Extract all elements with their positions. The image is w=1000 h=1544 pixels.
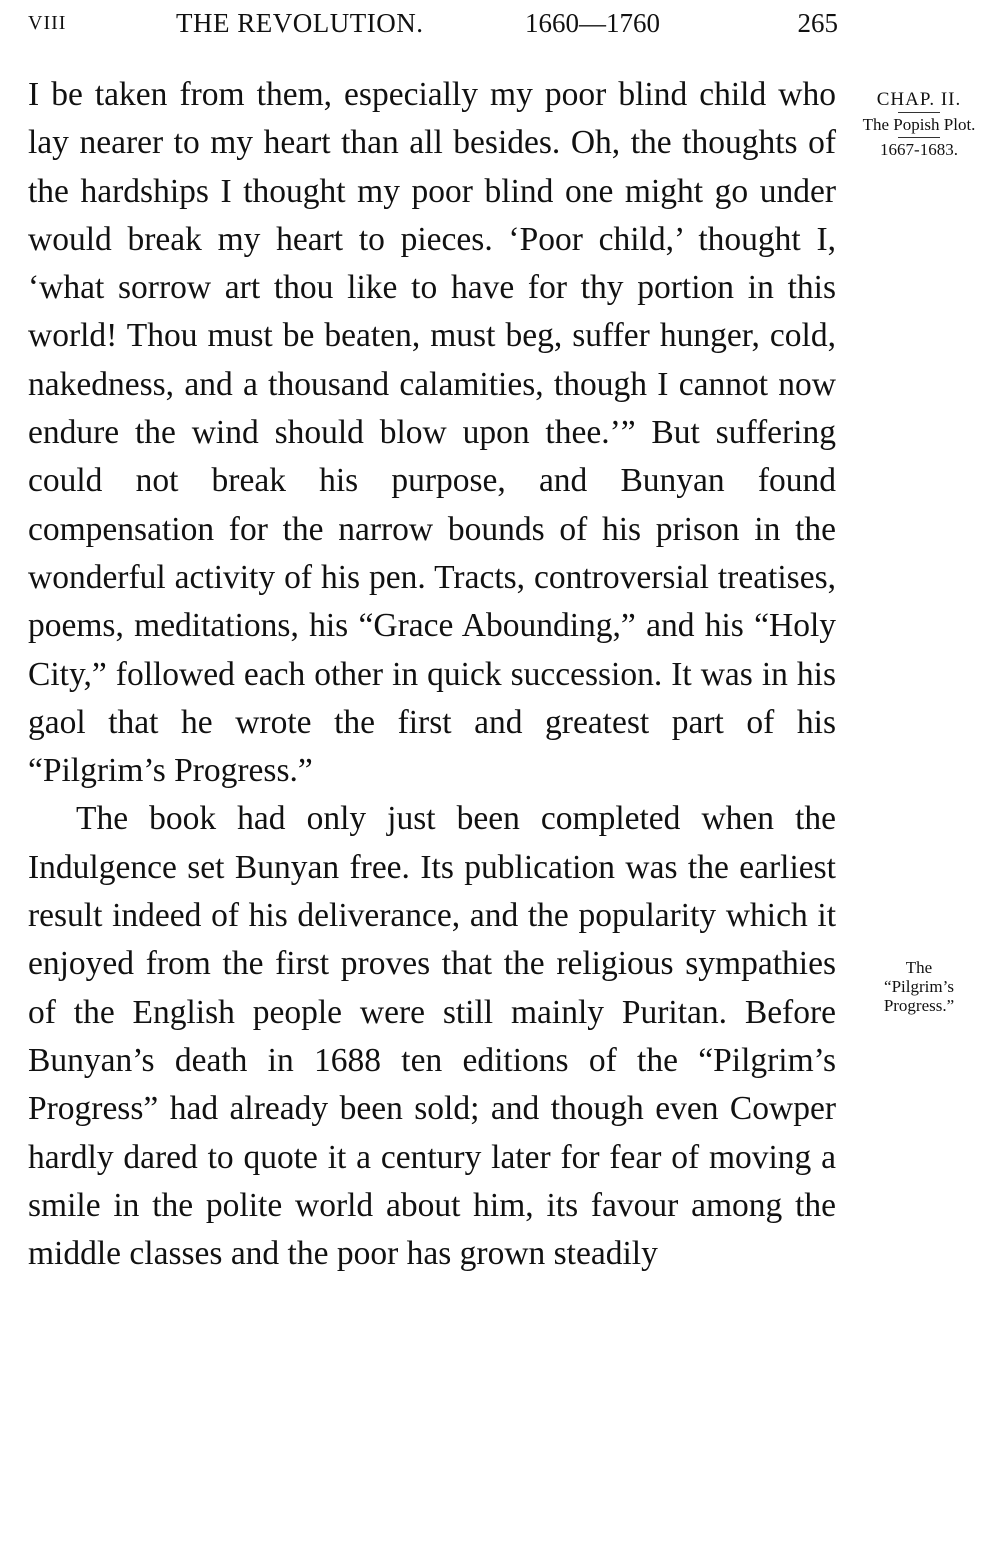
margin-note-chapter xyxy=(852,90,986,159)
margin-note-line: The xyxy=(905,958,933,977)
header-dates: 1660—1760 xyxy=(525,8,660,38)
header-title: THE REVOLUTION. xyxy=(176,8,424,38)
margin-note-line: Progress.” xyxy=(883,996,955,1015)
header-chapter-numeral: VIII xyxy=(28,12,67,34)
running-header xyxy=(28,6,838,40)
paragraph-1: I be taken from them, especially my poor blind child who lay nearer to my heart than all besides. Oh, the thoughts of the hardships I thought my poor blind one might go under would break my heart to pieces. ‘Poor child,’ thought I, ‘what sorrow art thou like to have for thy portion in this world! Thou must be beaten, must beg, suffer hunger, cold, nakedness, and a thousand calamities, though I cannot now endure the wind should blow upon thee.’” But suffering could not break his purpose, and Bunyan found compensation for the narrow bounds of his prison in the wonderful activity of his pen. Tracts, controversial treatises, poems, meditations, his “Grace Abounding,” and his “Holy City,” followed each other in quick succession. It was in his gaol that he wrote the first and greatest part of his “Pilgrim’s Progress.” xyxy=(28,76,836,790)
margin-note-dates: 1667-1683. xyxy=(880,140,958,159)
margin-note-divider xyxy=(898,112,940,113)
margin-note-divider xyxy=(898,137,940,138)
margin-note-pilgrims-progress xyxy=(852,958,986,1015)
body-text xyxy=(28,71,836,1278)
margin-note-topic: The Popish Plot. xyxy=(862,115,976,134)
margin-note-line: “Pilgrim’s xyxy=(884,977,954,996)
page-number: 265 xyxy=(797,8,838,38)
paragraph-2: The book had only just been completed when the Indulgence set Bunyan free. Its publication was the earliest result indeed of his deliverance, and the popularity which it enjoyed from the first proves that the religious sympathies of the English people were still mainly Puritan. Before Bunyan’s death in 1688 ten editions of the “Pilgrim’s Progress” had already been sold; and though even Cowper hardly dared to quote it a century later for fear of moving a smile in the polite world about him, its favour among the middle classes and the poor has grown steadily xyxy=(28,800,836,1273)
margin-note-chapter-label: CHAP. II. xyxy=(876,89,962,110)
